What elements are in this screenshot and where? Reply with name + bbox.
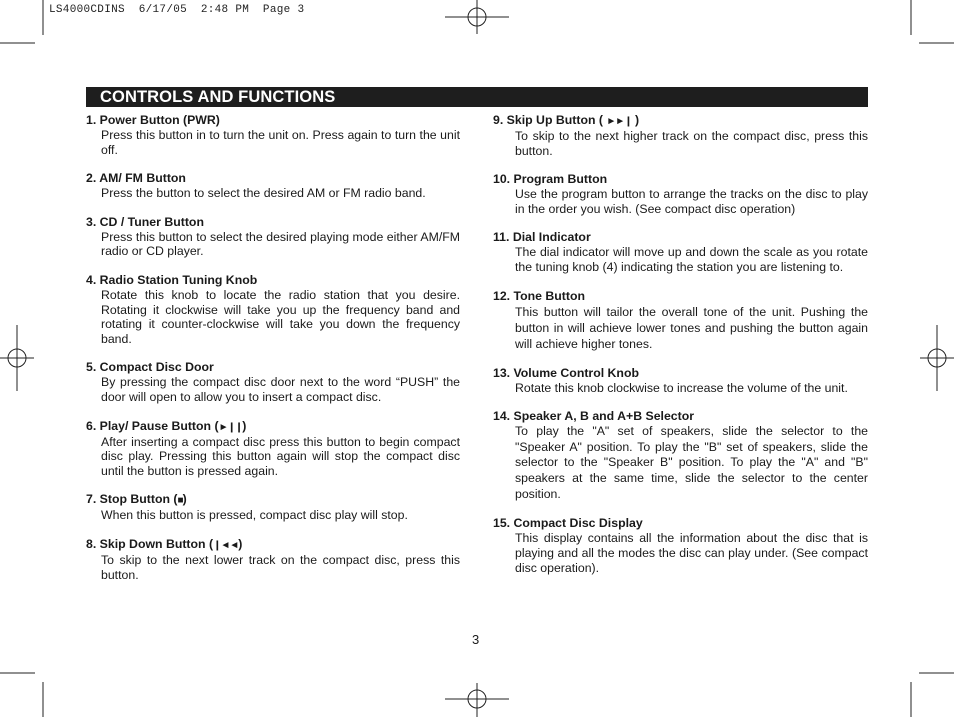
list-item [493, 289, 868, 352]
item-title: 12. Tone Button [493, 288, 585, 303]
list-item [493, 516, 868, 576]
item-title: 13. Volume Control Knob [493, 365, 639, 380]
list-item [493, 366, 868, 396]
item-title: 5. Compact Disc Door [86, 360, 214, 375]
list-item [86, 419, 460, 479]
item-body: To skip to the next lower track on the compact disc, press this button. [101, 552, 460, 582]
item-title-text: 9. Skip Up Button ( [493, 113, 607, 127]
list-item [86, 171, 460, 201]
item-body: Press this button in to turn the unit on. Press again to turn the unit off. [101, 128, 460, 157]
page-number: 3 [472, 632, 480, 647]
item-title: 15. Compact Disc Display [493, 516, 643, 531]
item-title: 10. Program Button [493, 172, 608, 187]
item-title: 2. AM/ FM Button [86, 171, 186, 186]
list-item [86, 215, 460, 259]
list-item [86, 360, 460, 404]
list-item [493, 172, 868, 216]
item-title-text: 8. Skip Down Button ( [86, 536, 214, 551]
item-body: When this button is pressed, compact disc play will stop. [101, 508, 408, 523]
skip-down-icon: ❙◄◄ [213, 539, 239, 551]
section-header-bar [86, 87, 868, 107]
play-pause-icon: ►❙❙ [218, 421, 243, 433]
list-item [493, 409, 868, 502]
registration-target-left [0, 325, 34, 391]
item-title [86, 419, 460, 435]
item-body: Press the button to select the desired AM or FM radio band. [101, 186, 426, 201]
list-item [493, 113, 868, 158]
item-title: 4. Radio Station Tuning Knob [86, 272, 258, 287]
item-body: The dial indicator will move up and down the scale as you rotate the tuning knob (4) indicating the station you are listening to. [515, 245, 868, 274]
item-title [493, 113, 868, 129]
item-title: 1. Power Button (PWR) [86, 113, 220, 127]
item-title [86, 537, 460, 553]
list-item [493, 230, 868, 274]
item-title-suffix: ) [242, 418, 247, 433]
print-slug: LS4000CDINS 6/17/05 2:48 PM Page 3 [49, 4, 305, 16]
item-title-text: 6. Play/ Pause Button ( [86, 418, 219, 433]
item-title-suffix: ) [631, 113, 640, 127]
item-title: 3. CD / Tuner Button [86, 214, 204, 229]
item-body: Use the program button to arrange the tracks on the disc to play in the order you wish. (See compact disc operation) [515, 187, 868, 216]
item-title: 14. Speaker A, B and A+B Selector [493, 409, 695, 424]
registration-target-bottom [445, 683, 509, 717]
left-column [86, 113, 460, 596]
list-item [86, 537, 460, 582]
item-body: This display contains all the information about the disc that is playing and all the modes the disc can play under. (See compact disc operation). [515, 531, 868, 576]
item-body: To skip to the next higher track on the compact disc, press this button. [515, 129, 868, 158]
list-item [86, 273, 460, 346]
list-item [86, 113, 460, 157]
item-body: Rotate this knob clockwise to increase the volume of the unit. [515, 380, 848, 395]
item-body: To play the "A" set of speakers, slide the selector to the "Speaker A" position. To play the "B" set of speakers, slide the selector to the "Speaker B" position. To play the "A" and "B" speakers at the same time, slide the selector to the center position. [515, 424, 868, 501]
registration-target-right [920, 325, 954, 391]
item-title [86, 492, 460, 508]
item-body: Press this button to select the desired playing mode either AM/FM radio or CD player. [101, 229, 460, 259]
right-column [493, 113, 868, 590]
registration-target-top [445, 0, 509, 34]
skip-up-icon: ►►❙ [606, 116, 632, 127]
list-item [86, 492, 460, 523]
section-title: CONTROLS AND FUNCTIONS [100, 88, 336, 106]
item-title-text: 7. Stop Button ( [86, 492, 178, 507]
item-title-suffix: ) [182, 492, 187, 507]
item-body: After inserting a compact disc press this button to begin compact disc play. Pressing this button again will stop the compact disc until the button is pressed again. [101, 434, 460, 478]
item-body: This button will tailor the overall tone of the unit. Pushing the button in will achieve lower tones and pushing the button again will achieve higher tones. [515, 304, 868, 351]
item-body: By pressing the compact disc door next to the word “PUSH” the door will open to allow you to insert a compact disc. [101, 375, 460, 404]
item-title: 11. Dial Indicator [493, 230, 591, 245]
stop-icon: ■ [177, 495, 183, 507]
item-body: Rotate this knob to locate the radio station that you desire. Rotating it clockwise will take you up the frequency band and rotating it counter-clockwise will take you down the frequency band. [101, 287, 460, 346]
item-title-suffix: ) [238, 536, 243, 551]
